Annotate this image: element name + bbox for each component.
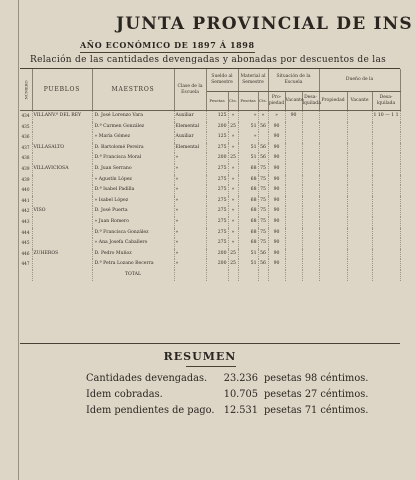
row-sueldo-cts: » xyxy=(228,175,238,186)
row-sueldo-cts: » xyxy=(228,164,238,175)
row-maestro: D.ª Francisca González xyxy=(92,228,174,239)
row-material-cts: 56 xyxy=(258,153,268,164)
row-pueblo xyxy=(32,153,92,164)
resumen-unit: pesetas 27 céntimos. xyxy=(264,389,369,400)
row-propiedad: 90 xyxy=(268,175,285,186)
table-row xyxy=(20,132,400,143)
fiscal-year-subtitle: AÑO ECONÓMICO DE 1897 Á 1898 xyxy=(80,40,255,53)
row-dueno-propiedad xyxy=(319,196,347,207)
header-propiedad: Pro-piedad xyxy=(268,92,285,111)
row-dueno-vacante xyxy=(347,238,372,249)
total-cell xyxy=(302,270,319,281)
row-sueldo-cts: 25 xyxy=(228,122,238,133)
row-maestro: D. José Puerta xyxy=(92,206,174,217)
row-dueno-desalquilada xyxy=(372,132,400,143)
header-sueldo-pesetas: Pesetas xyxy=(206,92,228,111)
total-cell xyxy=(258,270,268,281)
row-propiedad: 90 xyxy=(268,122,285,133)
row-clase: » xyxy=(174,238,206,249)
row-dueno-propiedad xyxy=(319,132,347,143)
row-vacante xyxy=(285,259,302,270)
row-number: 435 xyxy=(20,122,32,133)
row-number: 436 xyxy=(20,132,32,143)
row-vacante xyxy=(285,153,302,164)
header-material-pesetas: Pesetas xyxy=(238,92,258,111)
row-desalquilada xyxy=(302,132,319,143)
row-maestro: D.ª Isabel Padilla xyxy=(92,185,174,196)
table-row xyxy=(20,196,400,207)
row-material-cts: 75 xyxy=(258,228,268,239)
row-dueno-desalquilada xyxy=(372,228,400,239)
row-dueno-vacante xyxy=(347,259,372,270)
row-propiedad: 90 xyxy=(268,206,285,217)
row-number: 438 xyxy=(20,153,32,164)
row-dueno-propiedad xyxy=(319,185,347,196)
resumen-label: Idem pendientes de pago. xyxy=(86,405,215,416)
row-sueldo-pesetas: 275 xyxy=(206,175,228,186)
row-propiedad: 90 xyxy=(268,238,285,249)
row-maestro: D. José Lorenzo Vara xyxy=(92,111,174,122)
row-clase: » xyxy=(174,259,206,270)
table-row xyxy=(20,111,400,122)
row-material-cts: 56 xyxy=(258,259,268,270)
row-clase: » xyxy=(174,196,206,207)
row-clase: » xyxy=(174,206,206,217)
row-desalquilada xyxy=(302,249,319,260)
row-desalquilada xyxy=(302,259,319,270)
row-dueno-vacante xyxy=(347,132,372,143)
row-clase: » xyxy=(174,185,206,196)
row-dueno-propiedad xyxy=(319,259,347,270)
row-number: 447 xyxy=(20,259,32,270)
row-maestro: D.ª Francisca Moral xyxy=(92,153,174,164)
total-cell xyxy=(174,270,206,281)
row-pueblo: VISO xyxy=(32,206,92,217)
row-dueno-desalquilada xyxy=(372,238,400,249)
row-material-pesetas: 68 xyxy=(238,206,258,217)
row-dueno-desalquilada xyxy=(372,164,400,175)
row-desalquilada xyxy=(302,143,319,154)
row-clase: Auxiliar xyxy=(174,111,206,122)
row-material-cts: 56 xyxy=(258,249,268,260)
row-maestro: » Agustín López xyxy=(92,175,174,186)
total-cell xyxy=(347,270,372,281)
row-maestro: D.ª Petra Lozano Becerra xyxy=(92,259,174,270)
row-sueldo-pesetas: 275 xyxy=(206,196,228,207)
row-maestro: D.ª Carmen González xyxy=(92,122,174,133)
row-pueblo xyxy=(32,196,92,207)
row-dueno-propiedad xyxy=(319,217,347,228)
row-dueno-desalquilada xyxy=(372,175,400,186)
resumen-amount: 23.236 xyxy=(223,373,258,384)
row-desalquilada xyxy=(302,122,319,133)
row-clase: » xyxy=(174,175,206,186)
row-propiedad: 90 xyxy=(268,164,285,175)
row-propiedad: 90 xyxy=(268,185,285,196)
row-pueblo: VILLAVICIOSA xyxy=(32,164,92,175)
row-vacante xyxy=(285,206,302,217)
row-material-pesetas: 51 xyxy=(238,249,258,260)
row-material-cts: 56 xyxy=(258,143,268,154)
row-desalquilada xyxy=(302,164,319,175)
row-sueldo-cts: » xyxy=(228,228,238,239)
row-vacante xyxy=(285,185,302,196)
row-dueno-vacante xyxy=(347,111,372,122)
resumen-row-devengadas xyxy=(86,373,368,384)
row-sueldo-pesetas: 125 xyxy=(206,132,228,143)
document-title: JUNTA PROVINCIAL DE INS xyxy=(116,14,413,34)
row-clase: Elemental xyxy=(174,122,206,133)
row-maestro: » María Gómez xyxy=(92,132,174,143)
row-sueldo-cts: 25 xyxy=(228,259,238,270)
row-number: 443 xyxy=(20,217,32,228)
row-clase: Elemental xyxy=(174,143,206,154)
header-numero: NÚMERO xyxy=(20,69,32,111)
row-dueno-vacante xyxy=(347,196,372,207)
row-maestro: D. Bartolomé Pereira xyxy=(92,143,174,154)
total-label: TOTAL xyxy=(92,270,174,281)
row-dueno-vacante xyxy=(347,164,372,175)
total-cell xyxy=(372,270,400,281)
relation-heading: Relación de las cantidades devengadas y abonadas por descuentos de las xyxy=(30,55,387,65)
row-sueldo-pesetas: 200 xyxy=(206,122,228,133)
resumen-unit: pesetas 98 céntimos. xyxy=(264,373,369,384)
row-material-pesetas: 51 xyxy=(238,259,258,270)
row-sueldo-cts: » xyxy=(228,196,238,207)
row-sueldo-pesetas: 275 xyxy=(206,206,228,217)
row-material-pesetas: 68 xyxy=(238,175,258,186)
table-row xyxy=(20,206,400,217)
header-sueldo: Sueldo al Semestre xyxy=(206,69,238,92)
row-sueldo-cts: » xyxy=(228,185,238,196)
row-number: 442 xyxy=(20,206,32,217)
header-vacante: Vacante xyxy=(285,92,302,111)
resumen-rule xyxy=(186,366,236,367)
row-sueldo-pesetas: 275 xyxy=(206,217,228,228)
row-sueldo-pesetas: 275 xyxy=(206,238,228,249)
resumen-heading: RESUMEN xyxy=(163,350,237,363)
row-dueno-vacante xyxy=(347,228,372,239)
row-vacante xyxy=(285,238,302,249)
row-dueno-desalquilada xyxy=(372,143,400,154)
total-cell xyxy=(228,270,238,281)
header-desalquilada-2: Desa-lquilada xyxy=(372,92,400,111)
row-dueno-vacante xyxy=(347,175,372,186)
row-dueno-vacante xyxy=(347,185,372,196)
row-maestro: » Ana Josefa Caballero xyxy=(92,238,174,249)
row-vacante xyxy=(285,228,302,239)
table-row xyxy=(20,217,400,228)
row-dueno-desalquilada xyxy=(372,259,400,270)
row-clase: » xyxy=(174,228,206,239)
row-sueldo-pesetas: 275 xyxy=(206,143,228,154)
row-dueno-vacante xyxy=(347,249,372,260)
row-vacante: 90 xyxy=(285,111,302,122)
row-material-pesetas: 68 xyxy=(238,238,258,249)
row-desalquilada xyxy=(302,196,319,207)
row-dueno-vacante xyxy=(347,153,372,164)
row-number: 437 xyxy=(20,143,32,154)
row-material-cts: 75 xyxy=(258,196,268,207)
row-pueblo: ZUHEROS xyxy=(32,249,92,260)
table-header xyxy=(20,69,400,111)
row-material-pesetas: 51 xyxy=(238,153,258,164)
header-vacante-2: Vacante xyxy=(347,92,372,111)
row-desalquilada xyxy=(302,238,319,249)
row-desalquilada xyxy=(302,206,319,217)
row-maestro: » Isabel López xyxy=(92,196,174,207)
row-pueblo xyxy=(32,132,92,143)
resumen-label: Cantidades devengadas. xyxy=(86,373,208,384)
row-material-cts: » xyxy=(258,111,268,122)
row-clase: Auxiliar xyxy=(174,132,206,143)
row-number: 441 xyxy=(20,196,32,207)
row-number: 439 xyxy=(20,164,32,175)
margin-line xyxy=(18,0,19,480)
table-row xyxy=(20,164,400,175)
row-maestro: » Juan Romero xyxy=(92,217,174,228)
row-propiedad: » xyxy=(268,111,285,122)
accounts-table xyxy=(20,69,401,281)
row-sueldo-cts: » xyxy=(228,238,238,249)
row-propiedad: 90 xyxy=(268,259,285,270)
row-sueldo-pesetas: 200 xyxy=(206,153,228,164)
row-dueno-propiedad xyxy=(319,164,347,175)
total-empty xyxy=(20,270,32,281)
row-sueldo-pesetas: 125 xyxy=(206,111,228,122)
row-pueblo xyxy=(32,217,92,228)
row-material-cts: 75 xyxy=(258,185,268,196)
resumen-amount: 10.705 xyxy=(223,389,258,400)
row-dueno-propiedad xyxy=(319,122,347,133)
row-vacante xyxy=(285,217,302,228)
row-material-cts: 75 xyxy=(258,238,268,249)
row-vacante xyxy=(285,164,302,175)
table-row xyxy=(20,238,400,249)
row-dueno-desalquilada xyxy=(372,206,400,217)
total-cell xyxy=(238,270,258,281)
table-row xyxy=(20,122,400,133)
resumen-row-pendientes xyxy=(86,405,368,416)
row-propiedad: 90 xyxy=(268,217,285,228)
row-clase: » xyxy=(174,249,206,260)
row-dueno-propiedad xyxy=(319,228,347,239)
resumen-label: Idem cobradas. xyxy=(86,389,163,400)
row-vacante xyxy=(285,196,302,207)
row-material-pesetas: 51 xyxy=(238,143,258,154)
row-material-cts: 75 xyxy=(258,175,268,186)
resumen-row-cobradas xyxy=(86,389,368,400)
row-pueblo: VILLASALTO xyxy=(32,143,92,154)
row-vacante xyxy=(285,249,302,260)
row-number: 440 xyxy=(20,185,32,196)
header-sueldo-cts: Cts. xyxy=(228,92,238,111)
total-row xyxy=(20,270,400,281)
row-dueno-vacante xyxy=(347,122,372,133)
row-material-pesetas: 68 xyxy=(238,185,258,196)
table-body xyxy=(20,111,400,281)
header-propiedad-2: Propiedad xyxy=(319,92,347,111)
row-vacante xyxy=(285,132,302,143)
row-material-cts: 75 xyxy=(258,217,268,228)
row-pueblo xyxy=(32,175,92,186)
row-sueldo-cts: 25 xyxy=(228,249,238,260)
row-sueldo-cts: » xyxy=(228,206,238,217)
header-material-cts: Cts. xyxy=(258,92,268,111)
row-pueblo xyxy=(32,122,92,133)
row-propiedad: 90 xyxy=(268,153,285,164)
row-number: 439 xyxy=(20,175,32,186)
row-material-pesetas: » xyxy=(238,132,258,143)
total-cell xyxy=(268,270,285,281)
table-row xyxy=(20,175,400,186)
row-material-pesetas: 51 xyxy=(238,122,258,133)
row-number: 434 xyxy=(20,111,32,122)
row-material-cts: 56 xyxy=(258,122,268,133)
row-dueno-vacante xyxy=(347,143,372,154)
row-maestro: D. Pedro Muñoz xyxy=(92,249,174,260)
row-sueldo-pesetas: 275 xyxy=(206,164,228,175)
row-number: 445 xyxy=(20,238,32,249)
row-vacante xyxy=(285,175,302,186)
row-dueno-propiedad xyxy=(319,143,347,154)
total-cell xyxy=(285,270,302,281)
row-vacante xyxy=(285,143,302,154)
row-dueno-desalquilada xyxy=(372,185,400,196)
row-dueno-propiedad xyxy=(319,153,347,164)
row-clase: » xyxy=(174,217,206,228)
row-material-pesetas: 68 xyxy=(238,196,258,207)
row-propiedad: 90 xyxy=(268,249,285,260)
row-dueno-desalquilada: 1 10 — 1 1 xyxy=(372,111,400,122)
row-material-pesetas: 68 xyxy=(238,164,258,175)
row-dueno-desalquilada xyxy=(372,122,400,133)
row-clase: » xyxy=(174,153,206,164)
header-pueblos: PUEBLOS xyxy=(32,69,92,111)
row-sueldo-pesetas: 200 xyxy=(206,249,228,260)
row-vacante xyxy=(285,122,302,133)
total-cell xyxy=(206,270,228,281)
header-dueno: Dueño de la xyxy=(319,69,400,92)
resumen-amount: 12.531 xyxy=(223,405,258,416)
row-dueno-vacante xyxy=(347,217,372,228)
header-desalquilada: Desa-lquilada xyxy=(302,92,319,111)
row-desalquilada xyxy=(302,185,319,196)
row-number: 444 xyxy=(20,228,32,239)
header-clase: Clase de la Escuela xyxy=(174,69,206,111)
table-row xyxy=(20,259,400,270)
row-sueldo-cts: » xyxy=(228,132,238,143)
row-dueno-propiedad xyxy=(319,238,347,249)
table-row xyxy=(20,185,400,196)
header-situacion: Situación de la Escuela xyxy=(268,69,319,92)
row-pueblo xyxy=(32,228,92,239)
row-desalquilada xyxy=(302,175,319,186)
resumen-unit: pesetas 71 céntimos. xyxy=(264,405,369,416)
table-row xyxy=(20,228,400,239)
table-row xyxy=(20,143,400,154)
row-sueldo-pesetas: 200 xyxy=(206,259,228,270)
total-cell xyxy=(319,270,347,281)
row-dueno-desalquilada xyxy=(372,217,400,228)
row-desalquilada xyxy=(302,217,319,228)
row-sueldo-cts: » xyxy=(228,111,238,122)
row-dueno-desalquilada xyxy=(372,196,400,207)
row-material-cts xyxy=(258,132,268,143)
header-maestros: MAESTROS xyxy=(92,69,174,111)
row-pueblo xyxy=(32,238,92,249)
row-pueblo: VILLANV.ª DEL REY xyxy=(32,111,92,122)
row-dueno-desalquilada xyxy=(372,249,400,260)
row-dueno-propiedad xyxy=(319,175,347,186)
row-dueno-propiedad xyxy=(319,249,347,260)
row-dueno-propiedad xyxy=(319,206,347,217)
row-clase: » xyxy=(174,164,206,175)
accounts-table-wrap xyxy=(20,68,400,344)
row-propiedad: 90 xyxy=(268,143,285,154)
row-propiedad: 90 xyxy=(268,196,285,207)
table-row xyxy=(20,153,400,164)
row-material-pesetas: 68 xyxy=(238,217,258,228)
row-propiedad: 90 xyxy=(268,228,285,239)
row-dueno-vacante xyxy=(347,206,372,217)
row-dueno-desalquilada xyxy=(372,153,400,164)
row-desalquilada xyxy=(302,111,319,122)
row-material-cts: 75 xyxy=(258,164,268,175)
row-maestro: D. Juan Serrano xyxy=(92,164,174,175)
row-desalquilada xyxy=(302,228,319,239)
row-pueblo xyxy=(32,185,92,196)
row-sueldo-cts: 25 xyxy=(228,153,238,164)
row-sueldo-cts: » xyxy=(228,217,238,228)
table-row xyxy=(20,249,400,260)
row-dueno-propiedad xyxy=(319,111,347,122)
row-number: 446 xyxy=(20,249,32,260)
row-sueldo-pesetas: 275 xyxy=(206,228,228,239)
row-desalquilada xyxy=(302,153,319,164)
header-material: Material al Semestre xyxy=(238,69,268,92)
row-pueblo xyxy=(32,259,92,270)
row-material-pesetas: » xyxy=(238,111,258,122)
total-empty xyxy=(32,270,92,281)
row-material-cts: 75 xyxy=(258,206,268,217)
row-sueldo-pesetas: 275 xyxy=(206,185,228,196)
row-sueldo-cts: » xyxy=(228,143,238,154)
row-material-pesetas: 68 xyxy=(238,228,258,239)
row-propiedad: 90 xyxy=(268,132,285,143)
